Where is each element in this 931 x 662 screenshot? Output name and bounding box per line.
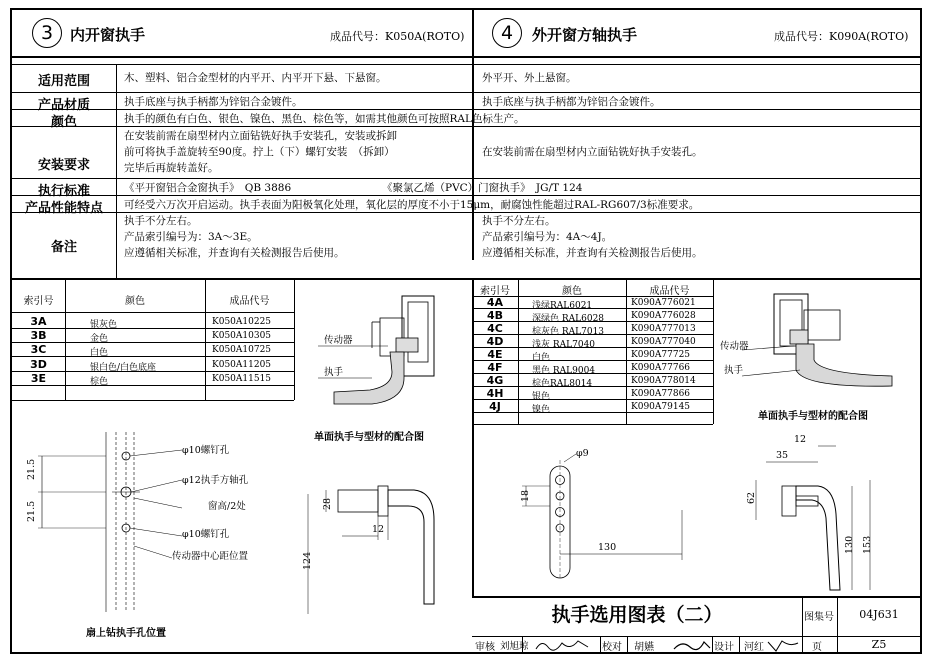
designer-name: 河红: [744, 642, 764, 653]
left-dim-12: 12: [372, 524, 385, 535]
right-item-code: 成品代号：K090A(ROTO): [774, 30, 909, 43]
checker-name: 胡嬿: [634, 642, 654, 653]
check-label: 校对: [602, 642, 622, 653]
spec-label-divider: [116, 64, 117, 278]
left-driver-label: 传动器: [324, 335, 353, 346]
label-standard: 执行标准: [37, 184, 90, 199]
hole-dim-lower: 21.5: [26, 500, 37, 522]
label-color: 颜色: [50, 115, 77, 130]
reviewer-name: 刘旭琼: [500, 641, 529, 652]
scope-left: 木、塑料、铝合金型材的内平开、内平开下悬、下悬窗。: [124, 72, 387, 84]
standard-a: 《平开窗铝合金窗执手》 QB 3886: [124, 182, 292, 194]
right-dim-18: 18: [520, 489, 531, 502]
label-performance: 产品性能特点: [24, 201, 103, 216]
spec-top-line: [12, 64, 920, 65]
color-text: 执手的颜色有白色、银色、镍色、黑色、棕色等，如需其他颜色可按照RAL色标生产。: [124, 113, 525, 125]
right-dim-62: 62: [746, 491, 757, 504]
left-dim-28: 28: [322, 497, 333, 510]
right-dim-153: 153: [862, 535, 873, 554]
right-dim-phi9: φ9: [576, 448, 589, 459]
hole-label-driver-center: 传动器中心距位置: [172, 551, 249, 562]
atlas-number: 04J631: [859, 608, 899, 621]
right-item-number: 4: [492, 18, 522, 48]
hole-position-caption: 扇上钻执手孔位置: [86, 628, 166, 639]
right-th-code: 成品代号: [649, 286, 690, 297]
header-bottom-line: [12, 56, 920, 58]
standard-b: 《聚氯乙烯（PVC）门窗执手》 JG/T 124: [382, 182, 583, 194]
right-th-color: 颜色: [562, 286, 582, 297]
right-assembly-caption: 单面执手与型材的配合图: [758, 411, 868, 422]
drawing-title: 执手选用图表（二）: [551, 604, 723, 626]
left-assembly-caption: 单面执手与型材的配合图: [314, 432, 424, 443]
label-install: 安装要求: [37, 158, 90, 173]
left-th-color: 颜色: [125, 296, 145, 307]
atlas-label: 图集号: [804, 612, 834, 623]
install-right: 在安装前需在扇型材内立面钻铣好执手安装孔。: [482, 146, 703, 158]
signature-marks: [532, 637, 802, 653]
hole-position-drawing: [22, 432, 272, 612]
right-dim-130-front: 130: [598, 542, 617, 553]
right-dim-130-side: 130: [844, 535, 855, 554]
right-dim-35: 35: [776, 450, 789, 461]
page-label: 页: [812, 642, 822, 653]
right-driver-label: 传动器: [720, 341, 749, 352]
drawing-sheet: 3 内开窗执手 成品代号：K050A(ROTO) 4 外开窗方轴执手 成品代号：K090A(ROTO) 适用范围 产品材质 颜色 安装要求 执行标准 产品性能特点 备注 木、塑料、铝合金型材的内平开、内平开下悬、下悬窗。 外平开、外上悬窗。 执手底座与执手柄都为锌铝合金镀件。 执手底座与执手柄都为锌铝合金镀件。 执手的颜色有白色、银色、镍色、黑色、棕色等，如需其他颜色可按照RAL色标生产。 在安装前需在扇型材内立面钻铣好执手安装孔，安装或拆卸 前可将执手盖旋转至90度。拧上（下）螺钉安装 （拆卸） 完毕后再旋转盖好。 在安装前需在扇型材内立面钻铣好执手安装孔。 《平开窗铝合金窗执手》 QB 3886 《聚氯乙烯（PVC）门窗执手》 JG/T 124 可经受六万次开启运动。执手表面为阳极氧化处理，氧化层的厚度不小于15μm，耐腐蚀性能超过RAL-RG607/3标准要求。 执手不分左右。 产品索引编号为：3A～3E。 应遵循相关标准，并查询有关检测报告后使用。 执手不分左右。 产品索引编号为：4A～4J。 应遵循相关标准，并查询有关检测报告后使用。 索引号 颜色 成品代号 3A 银灰色 K050A10225 3B 金色 K050A10305 3C 白色 K050A10725 3D 银白色/白色底座 K050A11205 3E 棕色 K050A11515 索引号 颜色 成品代号 4A 浅绿RAL6021 K090A776021 4B 深绿色 RAL6028 K090A776028 4C 棕灰色 RAL7013 K090A777013 4D 浅灰 RAL7040 K090A777040 4E 白色 K090A77725 4F 黑色 RAL9004 K090A77766 4G 棕色RAL8014 K090A778014 4H 银色 K090A77866 4J 镍色 K090A79145 传动器 执手 单面执手与型材的配合图 传动器 执手 单面执手与型材的配合图 φ10螺钉孔 φ12执手方轴孔 窗高/2处 φ10螺钉孔 传动器中心距位置 21.5 21.5 扇上钻执手孔位置 28 12 124 φ9 18 130 12 35 62 130 153 执手选用图表（二） 图集号 04J631 页 Z5 审核 刘旭琼 校对 胡嬿 设计 河红: [10, 8, 922, 654]
center-divider-top: [472, 10, 474, 260]
hole-label-screw-bottom: φ10螺钉孔: [182, 529, 230, 540]
right-dim-12: 12: [794, 434, 807, 445]
note-right: 执手不分左右。 产品索引编号为：4A～4J。 应遵循相关标准，并查询有关检测报告后使用。: [482, 215, 703, 259]
right-side-drawing: [752, 440, 882, 600]
right-front-drawing: [512, 450, 692, 580]
hole-dim-upper: 21.5: [26, 458, 37, 480]
spec-bottom-line: [12, 278, 920, 280]
left-item-number: 3: [32, 18, 62, 48]
right-item-title: 外开窗方轴执手: [532, 26, 638, 44]
note-left: 执手不分左右。 产品索引编号为：3A～3E。 应遵循相关标准，并查询有关检测报告后使用。: [124, 215, 345, 259]
label-note: 备注: [50, 240, 77, 255]
left-assembly-drawing: [312, 292, 462, 422]
material-left: 执手底座与执手柄都为锌铝合金镀件。: [124, 96, 303, 108]
left-item-code: 成品代号：K050A(ROTO): [330, 30, 465, 43]
hole-label-screw-top: φ10螺钉孔: [182, 445, 230, 456]
install-left: 在安装前需在扇型材内立面钻铣好执手安装孔，安装或拆卸 前可将执手盖旋转至90度。拧上（下）螺钉安装 （拆卸） 完毕后再旋转盖好。: [124, 130, 397, 174]
review-label: 审核: [475, 642, 495, 653]
material-right: 执手底座与执手柄都为锌铝合金镀件。: [482, 96, 661, 108]
label-material: 产品材质: [37, 98, 90, 113]
left-dim-124: 124: [302, 551, 313, 570]
hole-label-shaft: φ12执手方轴孔: [182, 475, 249, 486]
right-th-index: 索引号: [480, 286, 510, 297]
label-scope: 适用范围: [37, 74, 90, 89]
left-handle-label: 执手: [324, 367, 344, 378]
hole-label-half-height: 窗高/2处: [208, 501, 246, 512]
left-item-title: 内开窗执手: [70, 26, 146, 44]
page-number: Z5: [871, 638, 887, 651]
performance-text: 可经受六万次开启运动。执手表面为阳极氧化处理，氧化层的厚度不小于15μm，耐腐蚀性能超过RAL-RG607/3标准要求。: [124, 199, 700, 211]
right-handle-label: 执手: [724, 365, 744, 376]
right-assembly-drawing: [742, 290, 907, 400]
left-th-code: 成品代号: [229, 296, 270, 307]
design-label: 设计: [714, 642, 734, 653]
left-th-index: 索引号: [23, 296, 54, 307]
scope-right: 外平开、外上悬窗。: [482, 72, 577, 84]
